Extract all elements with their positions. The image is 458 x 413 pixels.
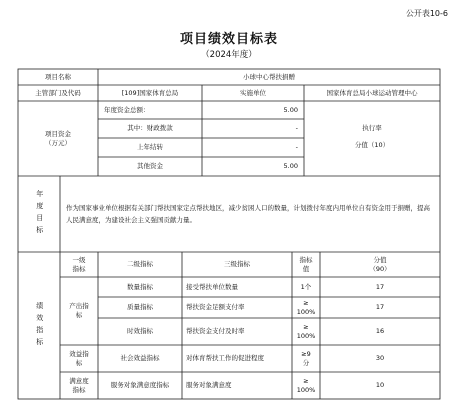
perf-indicators-label: 绩效指标 [35, 301, 44, 350]
table-row-0-level2: 数量指标 [127, 282, 153, 291]
group-output: 产出指 标 [69, 302, 89, 319]
table-row-4-score: 10 [375, 381, 385, 390]
table-row-3-level3: 对体育帮扶工作的促进程度 [186, 354, 264, 363]
table-row-2-level2: 时效指标 [127, 327, 153, 336]
table-row-1-score: 17 [375, 303, 385, 312]
annual-goal-label: 年度目标 [35, 190, 44, 238]
dept-code-name: [109]国家体育总局 [121, 88, 179, 97]
exec-rate-score: 分值（10） [354, 140, 390, 149]
impl-unit-label: 实施单位 [240, 88, 266, 97]
table-row-1-value: ≥ 100% [296, 298, 316, 316]
funds-other-value: 5.00 [283, 162, 298, 171]
project-name-value: 小球中心帮扶捐赠 [243, 72, 295, 81]
page-title: 项目绩效目标表 [179, 32, 278, 47]
funds-other-label: 其他资金 [137, 162, 163, 171]
header-score: 分值 （90） [369, 255, 391, 273]
project-name-label: 项目名称 [45, 72, 71, 81]
table-row-4-value: ≥ 100% [296, 376, 316, 394]
table-row-0-value: 1个 [300, 282, 312, 291]
funds-carryover-value: - [295, 143, 298, 152]
table-row-2-score: 16 [375, 327, 385, 336]
table-row-0-score: 17 [375, 282, 385, 291]
header-level3: 三级指标 [224, 260, 250, 269]
header-level1: 一级 指标 [72, 255, 86, 273]
table-row-3-level2: 社会效益指标 [120, 354, 160, 363]
funds-fiscal-label: 其中：财政拨款 [127, 124, 173, 133]
table-row-2-value: ≥ 100% [296, 322, 316, 340]
table-row-2-level3: 帮扶资金支付及时率 [186, 327, 245, 336]
funds-carryover-label: 上年结转 [137, 143, 163, 152]
funds-total-value: 5.00 [283, 105, 298, 114]
impl-unit-value: 国家体育总局小球运动管理中心 [326, 88, 418, 97]
header-value: 指标 值 [299, 255, 313, 273]
group-satisfaction: 满意度 指标 [69, 376, 89, 394]
table-row-0-level3: 接受帮扶单位数量 [186, 282, 238, 291]
header-level2: 二级指标 [127, 260, 153, 269]
table-row-4-level2: 服务对象满意度指标 [110, 381, 170, 390]
table-row-1-level2: 质量指标 [127, 303, 153, 312]
funds-label: 项目资金 （万元） [45, 129, 71, 147]
funds-total-label: 年度资金总额： [104, 105, 150, 114]
group-benefit: 效益指 标 [69, 349, 89, 367]
year-subtitle: （2024年度） [201, 50, 257, 60]
table-row-4-level3: 服务对象满意度 [186, 381, 232, 390]
dept-label: 主管部门及代码 [35, 88, 81, 97]
annual-goal-text: 作为国家事业单位根据有关部门帮扶国家定点帮扶地区，减少贫困人口的数量，计划拨付年度内用单位自有资金用于捐赠，提高人民满意度，为建设社会主义强国贡献力量。 [66, 203, 430, 224]
table-row-3-value: ≥9 分 [301, 349, 311, 367]
form-number: 公开表10-6 [405, 9, 448, 18]
funds-fiscal-value: - [295, 124, 298, 133]
exec-rate-label: 执行率 [362, 123, 382, 132]
table-row-1-level3: 帮扶资金足额支付率 [186, 303, 245, 312]
table-row-3-score: 30 [375, 354, 385, 363]
